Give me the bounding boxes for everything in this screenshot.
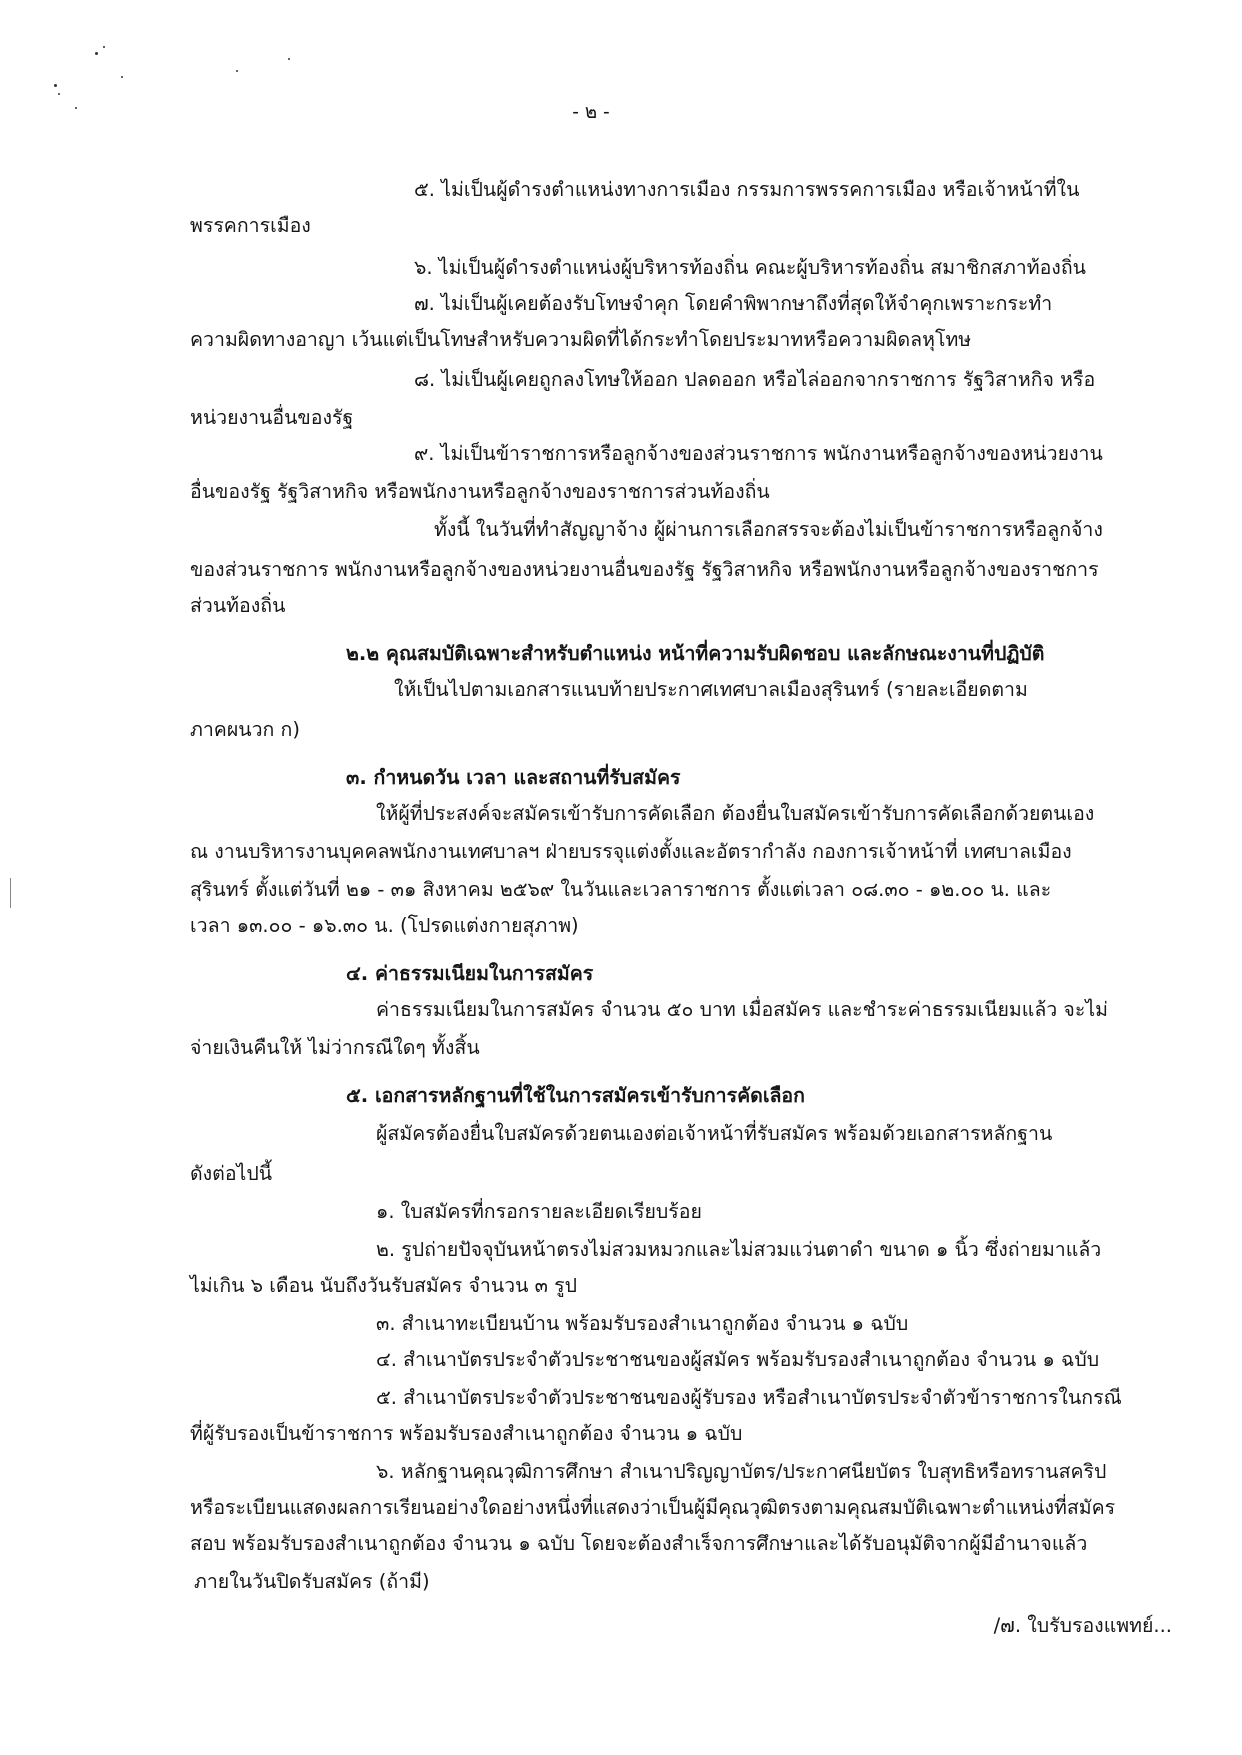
- document-item-5-line-2: ที่ผู้รับรองเป็นข้าราชการ พร้อมรับรองสำเนาถูกต้อง จำนวน ๑ ฉบับ: [190, 1422, 743, 1445]
- scan-speck: [103, 46, 105, 48]
- document-item-2-line-2: ไม่เกิน ๖ เดือน นับถึงวันรับสมัคร จำนวน ๓ รูป: [190, 1274, 578, 1297]
- note-line-1: ทั้งนี้ ในวันที่ทำสัญญาจ้าง ผู้ผ่านการเลือกสรรจะต้องไม่เป็นข้าราชการหรือลูกจ้าง: [434, 518, 1103, 541]
- scan-speck: [58, 93, 60, 95]
- section-2-2-line-2: ภาคผนวก ก): [190, 718, 300, 741]
- scan-speck: [95, 52, 98, 55]
- section-4-line-2: จ่ายเงินคืนให้ ไม่ว่ากรณีใดๆ ทั้งสิ้น: [190, 1036, 480, 1059]
- qualification-9-line-1: ๙. ไม่เป็นข้าราชการหรือลูกจ้างของส่วนราชการ พนักงานหรือลูกจ้างของหน่วยงาน: [414, 442, 1103, 465]
- document-item-6-line-4: ภายในวันปิดรับสมัคร (ถ้ามี): [194, 1570, 430, 1593]
- scan-speck: [121, 76, 123, 78]
- section-3-heading: ๓. กำหนดวัน เวลา และสถานที่รับสมัคร: [346, 766, 681, 789]
- document-item-6-line-1: ๖. หลักฐานคุณวุฒิการศึกษา สำเนาปริญญาบัตร/ประกาศนียบัตร ใบสุทธิหรือทรานสคริป: [376, 1460, 1107, 1483]
- qualification-7-line-2: ความผิดทางอาญา เว้นแต่เป็นโทษสำหรับความผิดที่ได้กระทำโดยประมาทหรือความผิดลหุโทษ: [190, 328, 972, 351]
- scan-speck: [236, 70, 238, 72]
- document-item-6-line-2: หรือระเบียนแสดงผลการเรียนอย่างใดอย่างหนึ่งที่แสดงว่าเป็นผู้มีคุณวุฒิตรงตามคุณสมบัติเฉพาะตำแหน่งที่สมัคร: [190, 1496, 1116, 1519]
- section-2-2-line-1: ให้เป็นไปตามเอกสารแนบท้ายประกาศเทศบาลเมืองสุรินทร์ (รายละเอียดตาม: [394, 678, 1028, 701]
- section-5-line-1: ผู้สมัครต้องยื่นใบสมัครด้วยตนเองต่อเจ้าหน้าที่รับสมัคร พร้อมด้วยเอกสารหลักฐาน: [376, 1122, 1053, 1145]
- qualification-5-line-2: พรรคการเมือง: [190, 214, 311, 237]
- note-line-3: ส่วนท้องถิ่น: [190, 594, 286, 617]
- document-item-2-line-1: ๒. รูปถ่ายปัจจุบันหน้าตรงไม่สวมหมวกและไม่สวมแว่นตาดำ ขนาด ๑ นิ้ว ซึ่งถ่ายมาแล้ว: [376, 1238, 1102, 1261]
- section-4-line-1: ค่าธรรมเนียมในการสมัคร จำนวน ๕๐ บาท เมื่อสมัคร และชำระค่าธรรมเนียมแล้ว จะไม่: [376, 998, 1108, 1021]
- section-3-line-4: เวลา ๑๓.๐๐ - ๑๖.๓๐ น. (โปรดแต่งกายสุภาพ): [190, 914, 579, 937]
- continuation-note: /๗. ใบรับรองแพทย์...: [993, 1614, 1172, 1637]
- qualification-5-line-1: ๕. ไม่เป็นผู้ดำรงตำแหน่งทางการเมือง กรรมการพรรคการเมือง หรือเจ้าหน้าที่ใน: [414, 178, 1080, 201]
- qualification-8-line-2: หน่วยงานอื่นของรัฐ: [190, 406, 354, 429]
- section-3-line-3: สุรินทร์ ตั้งแต่วันที่ ๒๑ - ๓๑ สิงหาคม ๒๕๖๙ ในวันและเวลาราชการ ตั้งแต่เวลา ๐๘.๓๐ - ๑๒.๐๐ น. และ: [190, 878, 1052, 901]
- document-item-1: ๑. ใบสมัครที่กรอกรายละเอียดเรียบร้อย: [376, 1200, 702, 1223]
- note-line-2: ของส่วนราชการ พนักงานหรือลูกจ้างของหน่วยงานอื่นของรัฐ รัฐวิสาหกิจ หรือพนักงานหรือลูกจ้างของราชการ: [190, 558, 1099, 581]
- document-item-3: ๓. สำเนาทะเบียนบ้าน พร้อมรับรองสำเนาถูกต้อง จำนวน ๑ ฉบับ: [376, 1312, 909, 1335]
- document-item-5-line-1: ๕. สำเนาบัตรประจำตัวประชาชนของผู้รับรอง หรือสำเนาบัตรประจำตัวข้าราชการในกรณี: [376, 1386, 1122, 1409]
- section-2-2-heading: ๒.๒ คุณสมบัติเฉพาะสำหรับตำแหน่ง หน้าที่ความรับผิดชอบ และลักษณะงานที่ปฏิบัติ: [346, 642, 1045, 665]
- document-item-4: ๔. สำเนาบัตรประจำตัวประชาชนของผู้สมัคร พร้อมรับรองสำเนาถูกต้อง จำนวน ๑ ฉบับ: [376, 1348, 1100, 1371]
- section-3-line-1: ให้ผู้ที่ประสงค์จะสมัครเข้ารับการคัดเลือก ต้องยื่นใบสมัครเข้ารับการคัดเลือกด้วยตนเอง: [376, 802, 1095, 825]
- qualification-8-line-1: ๘. ไม่เป็นผู้เคยถูกลงโทษให้ออก ปลดออก หรือไล่ออกจากราชการ รัฐวิสาหกิจ หรือ: [414, 368, 1096, 391]
- qualification-7-line-1: ๗. ไม่เป็นผู้เคยต้องรับโทษจำคุก โดยคำพิพากษาถึงที่สุดให้จำคุกเพราะกระทำ: [414, 292, 1053, 315]
- document-item-6-line-3: สอบ พร้อมรับรองสำเนาถูกต้อง จำนวน ๑ ฉบับ โดยจะต้องสำเร็จการศึกษาและได้รับอนุมัติจากผู้มีอำนาจแล้ว: [190, 1532, 1088, 1555]
- section-3-line-2: ณ งานบริหารงานบุคคลพนักงานเทศบาลฯ ฝ่ายบรรจุแต่งตั้งและอัตรากำลัง กองการเจ้าหน้าที่ เทศบาลเมือง: [190, 840, 1072, 863]
- scan-speck: [54, 84, 57, 87]
- qualification-9-line-2: อื่นของรัฐ รัฐวิสาหกิจ หรือพนักงานหรือลูกจ้างของราชการส่วนท้องถิ่น: [190, 480, 770, 503]
- section-4-heading: ๔. ค่าธรรมเนียมในการสมัคร: [346, 962, 594, 985]
- qualification-6: ๖. ไม่เป็นผู้ดำรงตำแหน่งผู้บริหารท้องถิ่น คณะผู้บริหารท้องถิ่น สมาชิกสภาท้องถิ่น: [414, 256, 1086, 279]
- scan-speck: [288, 58, 290, 60]
- scan-edge-mark: [10, 878, 11, 908]
- page-number: - ๒ -: [572, 100, 610, 123]
- section-5-line-2: ดังต่อไปนี้: [190, 1162, 273, 1185]
- section-5-heading: ๕. เอกสารหลักฐานที่ใช้ในการสมัครเข้ารับการคัดเลือก: [346, 1084, 805, 1107]
